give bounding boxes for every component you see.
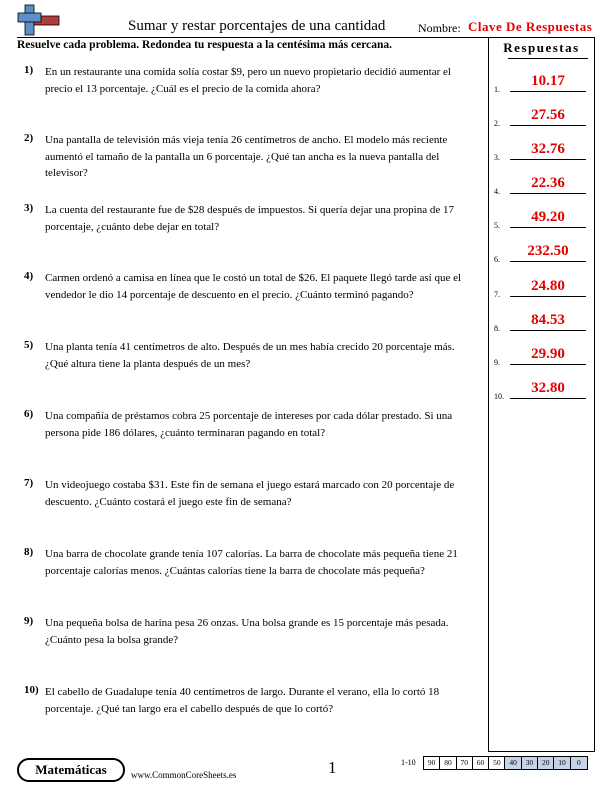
name-label: Nombre: bbox=[418, 21, 461, 35]
question-item bbox=[24, 132, 480, 182]
answer-line bbox=[510, 193, 586, 194]
question-text: El cabello de Guadalupe tenía 40 centímetros de largo. Durante el verano, ella lo cortó 18 porcentaje. ¿Qué tan largo era el cabello después de que lo cortó? bbox=[45, 686, 440, 715]
question-item bbox=[24, 477, 480, 510]
score-cell: 40 bbox=[505, 757, 521, 769]
question-text: Una barra de chocolate grande tenía 107 calorías. La barra de chocolate más pequeña tiene 21 porcentaje calorías menos. ¿Cuántas calorías tiene la barra de chocolate más pequeña? bbox=[45, 548, 458, 577]
answer-value: 49.20 bbox=[531, 209, 565, 225]
answer-row bbox=[494, 343, 592, 367]
question-text: Una compañía de préstamos cobra 25 porcentaje de intereses por cada dólar prestado. Si una persona pide 186 dólares, ¿cuánto terminaran pagando en total? bbox=[45, 410, 453, 439]
question-item bbox=[24, 270, 480, 303]
answer-row bbox=[494, 309, 592, 333]
score-cell: 80 bbox=[440, 757, 456, 769]
score-cell: 70 bbox=[457, 757, 473, 769]
question-item bbox=[24, 615, 480, 648]
question-item bbox=[24, 202, 480, 235]
question-item bbox=[24, 339, 480, 372]
answer-value: 27.56 bbox=[531, 107, 565, 123]
score-cell: 30 bbox=[522, 757, 538, 769]
score-cell: 50 bbox=[489, 757, 505, 769]
answer-line bbox=[510, 296, 586, 297]
answer-row bbox=[494, 240, 592, 264]
question-number: 6) bbox=[24, 408, 34, 420]
name-value: Clave De Respuestas bbox=[468, 19, 593, 34]
question-number: 9) bbox=[24, 615, 34, 627]
footer-url: www.CommonCoreSheets.es bbox=[131, 770, 237, 780]
answer-number: 8. bbox=[494, 324, 500, 333]
answer-value: 29.90 bbox=[531, 346, 565, 362]
question-number: 5) bbox=[24, 339, 34, 351]
question-item bbox=[24, 408, 480, 441]
answer-number: 3. bbox=[494, 153, 500, 162]
question-text: Una planta tenía 41 centímetros de alto. Después de un mes había crecido 20 porcentaje más. ¿Qué altura tiene la planta después de un mes? bbox=[45, 341, 455, 370]
question-number: 7) bbox=[24, 477, 34, 489]
answer-line bbox=[510, 125, 586, 126]
answers-header-underline bbox=[508, 58, 588, 59]
question-item bbox=[24, 64, 480, 97]
answer-value: 10.17 bbox=[531, 73, 565, 89]
question-number: 1) bbox=[24, 64, 34, 76]
answer-number: 10. bbox=[494, 392, 504, 401]
question-text: Una pantalla de televisión más vieja tenía 26 centímetros de ancho. El modelo más reciente aumentó el tamaño de la pantalla un 6 porcentaje. ¿Qué tan ancha es la nueva pantalla del televisor? bbox=[45, 134, 448, 179]
answer-number: 9. bbox=[494, 358, 500, 367]
answer-line bbox=[510, 398, 586, 399]
page-title: Sumar y restar porcentajes de una cantidad bbox=[128, 18, 386, 34]
answer-value: 32.76 bbox=[531, 141, 565, 157]
answer-line bbox=[510, 91, 586, 92]
answer-value: 232.50 bbox=[527, 243, 569, 259]
answer-row bbox=[494, 206, 592, 230]
question-item bbox=[24, 684, 480, 717]
answers-header: Respuestas bbox=[503, 40, 580, 55]
answer-number: 1. bbox=[494, 85, 500, 94]
answer-row bbox=[494, 104, 592, 128]
answer-row bbox=[494, 138, 592, 162]
score-cell: 60 bbox=[473, 757, 489, 769]
answer-value: 32.80 bbox=[531, 380, 565, 396]
answer-line bbox=[510, 364, 586, 365]
answer-row bbox=[494, 172, 592, 196]
answer-row bbox=[494, 377, 592, 401]
question-text: En un restaurante una comida solía costar $9, pero un nuevo propietario decidió aumentar el precio el 13 porcentaje. ¿Cuál es el precio de la comida ahora? bbox=[45, 66, 451, 95]
question-number: 10) bbox=[24, 684, 39, 696]
question-text: Un videojuego costaba $31. Este fin de semana el juego estará marcado con 20 porcentaje de descuento. ¿Cuánto costará el juego este fin de semana? bbox=[45, 479, 455, 508]
answer-number: 4. bbox=[494, 187, 500, 196]
answer-number: 6. bbox=[494, 255, 500, 264]
subject-badge: Matemáticas bbox=[17, 758, 125, 782]
score-label: 1-10 bbox=[401, 758, 416, 767]
answer-number: 2. bbox=[494, 119, 500, 128]
question-text: Una pequeña bolsa de harina pesa 26 onzas. Una bolsa grande es 15 porcentaje más pesada. ¿Cuánto pesa la bolsa grande? bbox=[45, 617, 449, 646]
question-number: 4) bbox=[24, 270, 34, 282]
answer-value: 24.80 bbox=[531, 278, 565, 294]
answer-line bbox=[510, 159, 586, 160]
answer-line bbox=[510, 227, 586, 228]
answer-value: 84.53 bbox=[531, 312, 565, 328]
question-text: La cuenta del restaurante fue de $28 después de impuestos. Si quería dejar una propina de 17 porcentaje, ¿cuánto debe dejar en total? bbox=[45, 204, 454, 233]
score-cell: 10 bbox=[554, 757, 570, 769]
answer-value: 22.36 bbox=[531, 175, 565, 191]
question-item bbox=[24, 546, 480, 579]
score-cell: 90 bbox=[424, 757, 440, 769]
score-table bbox=[423, 756, 588, 770]
logo-plus-minus-icon bbox=[17, 4, 63, 40]
answer-line bbox=[510, 261, 586, 262]
answer-line bbox=[510, 330, 586, 331]
question-text: Carmen ordenó a camisa en línea que le costó un total de $26. El paquete llegó tarde así que el vendedor le dio 14 porcentaje de descuento en el precio. ¿Cuánto terminó pagando? bbox=[45, 272, 462, 301]
score-cell: 20 bbox=[538, 757, 554, 769]
score-cell: 0 bbox=[571, 757, 587, 769]
answer-number: 5. bbox=[494, 221, 500, 230]
answer-number: 7. bbox=[494, 290, 500, 299]
question-number: 2) bbox=[24, 132, 34, 144]
answer-row bbox=[494, 70, 592, 94]
answer-row bbox=[494, 275, 592, 299]
instructions: Resuelve cada problema. Redondea tu respuesta a la centésima más cercana. bbox=[17, 39, 392, 51]
page-number: 1 bbox=[328, 758, 337, 777]
question-number: 8) bbox=[24, 546, 34, 558]
question-number: 3) bbox=[24, 202, 34, 214]
